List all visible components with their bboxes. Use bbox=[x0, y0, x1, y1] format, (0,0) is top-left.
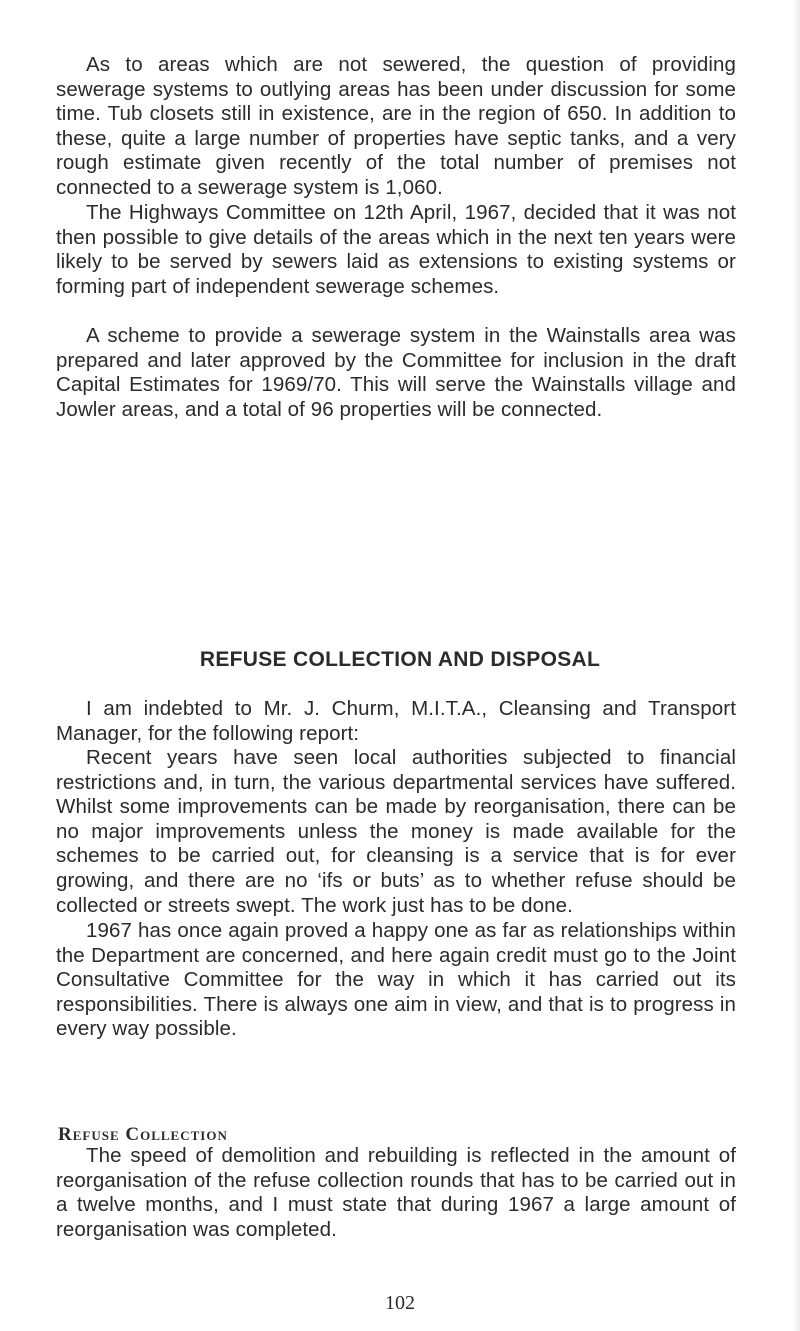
page-edge-shadow bbox=[792, 0, 800, 1331]
subheading-refuse-collection: Refuse Collection bbox=[58, 1124, 228, 1145]
paragraph-unsewered-areas: As to areas which are not sewered, the question of providing sewerage systems to outlying areas has been under discussion for some time. Tub closets still in existence, are in the region of 650. In addition to these, quite a large number of properties have septic tanks, and a very rough estimate given recently of the total number of premises not connected to a sewerage system is 1,060. bbox=[56, 53, 736, 199]
paragraph-indebted: I am indebted to Mr. J. Churm, M.I.T.A., Cleansing and Transport Manager, for the following report: bbox=[56, 697, 736, 745]
paragraph-highways-committee: The Highways Committee on 12th April, 1967, decided that it was not then possible to give details of the areas which in the next ten years were likely to be served by sewers laid as extensions to existing systems or forming part of independent sewerage schemes. bbox=[56, 201, 736, 298]
paragraph-wainstalls-scheme: A scheme to provide a sewerage system in the Wainstalls area was prepared and later approved by the Committee for inclusion in the draft Capital Estimates for 1969/70. This will serve the Wainstalls village and Jowler areas, and a total of 96 properties will be connected. bbox=[56, 324, 736, 421]
page-number: 102 bbox=[385, 1292, 415, 1314]
paragraph-happy-year: 1967 has once again proved a happy one as far as relationships within the Department are concerned, and here again credit must go to the Joint Consultative Committee for the way in which it has carried out its responsibilities. There is always one aim in view, and that is to progress in every way possible. bbox=[56, 919, 736, 1041]
section-heading-refuse-collection-disposal: REFUSE COLLECTION AND DISPOSAL bbox=[199, 648, 601, 671]
paragraph-speed-demolition: The speed of demolition and rebuilding is reflected in the amount of reorganisation of the refuse collection rounds that has to be carried out in a twelve months, and I must state that during 1967 a large amount of reorganisation was completed. bbox=[56, 1144, 736, 1241]
paragraph-recent-years: Recent years have seen local authorities subjected to financial restrictions and, in turn, the various departmental services have suffered. Whilst some improvements can be made by reorganisation, there can be no major improvements unless the money is made available for the schemes to be carried out, for cleansing is a service that is for ever growing, and there are no ‘ifs or buts’ as to whether refuse should be collected or streets swept. The work just has to be done. bbox=[56, 746, 736, 917]
